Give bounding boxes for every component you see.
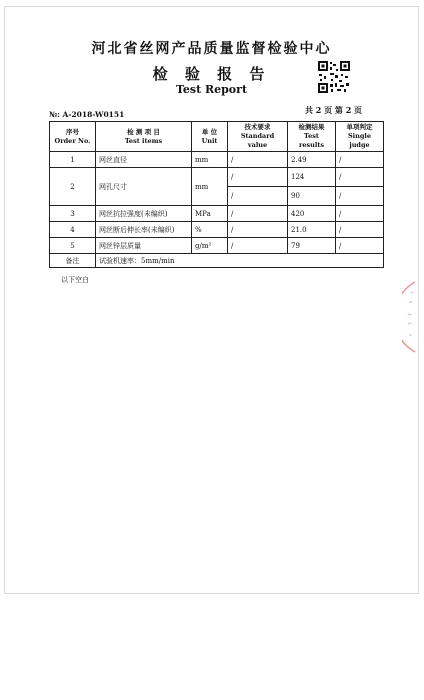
table-row — [50, 206, 384, 222]
blank-below-note: 以下空白 — [61, 276, 89, 284]
table-row — [50, 222, 384, 238]
cell-item: 网丝断后伸长率(未编织) — [96, 222, 192, 238]
cell-judge: / — [336, 187, 384, 206]
cell-result: 420 — [288, 206, 336, 222]
cell-standard: / — [228, 152, 288, 168]
cell-no: 5 — [50, 238, 96, 254]
remark-text: 试验机速率：5mm/min — [96, 254, 384, 268]
cell-standard: / — [228, 206, 288, 222]
cell-item: 网丝锌层质量 — [96, 238, 192, 254]
cell-judge: / — [336, 152, 384, 168]
remark-row — [50, 254, 384, 268]
cell-result: 124 — [288, 168, 336, 187]
organization-name: 河北省丝网产品质量监督检验中心 — [91, 41, 332, 57]
report-title-cn: 检 验 报 告 — [152, 65, 271, 83]
cell-item: 网丝直径 — [96, 152, 192, 168]
cell-item: 网丝抗拉强度(未编织) — [96, 206, 192, 222]
cell-unit: mm — [192, 168, 228, 206]
cell-unit: MPa — [192, 206, 228, 222]
header-unit: 单 位 Unit — [192, 122, 228, 152]
cell-unit: mm — [192, 152, 228, 168]
cell-judge: / — [336, 206, 384, 222]
cell-no: 1 — [50, 152, 96, 168]
table-header-row — [50, 122, 384, 152]
cell-unit: % — [192, 222, 228, 238]
seal-stamp-fragment — [402, 280, 416, 354]
table-row — [50, 168, 384, 187]
report-title-en: Test Report — [175, 83, 248, 96]
header-item: 检 测 项 目 Test items — [96, 122, 192, 152]
cell-no: 2 — [50, 168, 96, 206]
cell-standard: / — [228, 168, 288, 187]
cell-result: 90 — [288, 187, 336, 206]
header-result: 检测结果 Test results — [288, 122, 336, 152]
cell-no: 4 — [50, 222, 96, 238]
cell-standard: / — [228, 222, 288, 238]
cell-unit: g/m² — [192, 238, 228, 254]
cell-standard: / — [228, 238, 288, 254]
results-table — [49, 121, 384, 268]
page-count: 共 2 页 第 2 页 — [305, 105, 363, 115]
qr-code-icon — [317, 60, 351, 94]
cell-result: 79 — [288, 238, 336, 254]
header-judge: 单项判定 Single judge — [336, 122, 384, 152]
cell-judge: / — [336, 168, 384, 187]
cell-result: 2.49 — [288, 152, 336, 168]
table-row — [50, 152, 384, 168]
table-row — [50, 238, 384, 254]
report-number: №: A-2018-W0151 — [49, 110, 125, 119]
remark-label: 备注 — [50, 254, 96, 268]
header-order: 序号 Order No. — [50, 122, 96, 152]
header-standard: 技术要求 Standard value — [228, 122, 288, 152]
report-page — [4, 6, 419, 594]
cell-result: 21.0 — [288, 222, 336, 238]
cell-judge: / — [336, 238, 384, 254]
cell-judge: / — [336, 222, 384, 238]
cell-standard: / — [228, 187, 288, 206]
cell-item: 网孔尺寸 — [96, 168, 192, 206]
cell-no: 3 — [50, 206, 96, 222]
